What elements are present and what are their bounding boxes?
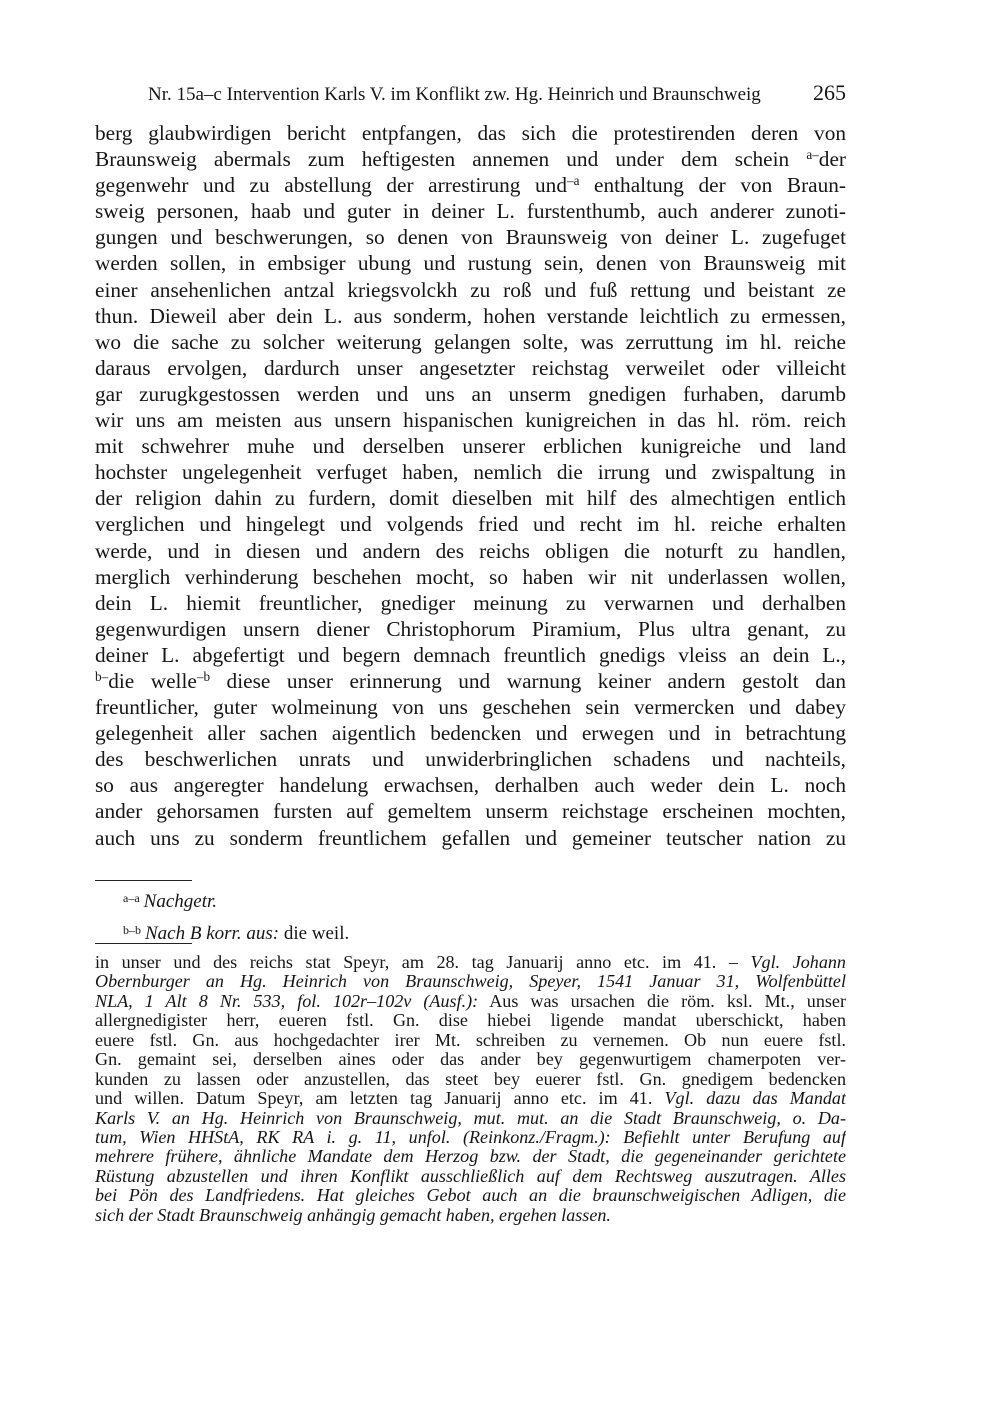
text-segment: in unser und des reichs stat Speyr, am 28. tag Januarij anno etc. im 41. – xyxy=(95,953,751,972)
commentary-line: Gn. gemaint sei, derselben aines oder das ander bey gegenwurtigem chamerpoten ver- xyxy=(95,1050,846,1070)
commentary-line xyxy=(95,1109,846,1128)
text-line: daraus ervolgen, dardurch unser angesetzter reichstag verweilet oder villeicht xyxy=(95,355,846,380)
commentary-line xyxy=(95,1128,846,1147)
text-segment: und willen. Datum Speyr, am letzten tag Januarij anno etc. im 41. xyxy=(95,1089,665,1109)
commentary-line: kunden zu lassen oder anzustellen, das steet bey euerer fstl. Gn. gnedigem bedencken xyxy=(95,1069,846,1089)
footnote-rule xyxy=(95,880,192,881)
text-line: sweig personen, haab und guter in deiner L. furstenthumb, auch anderer zunoti- xyxy=(95,199,846,224)
commentary-line xyxy=(95,1206,846,1225)
critical-apparatus xyxy=(123,884,823,948)
text-segment: Vgl. dazu das Mandat xyxy=(664,1089,846,1109)
text-segment: tum, Wien HHStA, RK RA i. g. 11, unfol. (Reinkonz./Fragm.): Befiehlt unter Berufung auf xyxy=(95,1127,846,1147)
commentary-line xyxy=(95,972,846,991)
commentary-line xyxy=(95,1147,846,1166)
text-segment: bei Pön des Landfriedens. Hat gleiches Gebot auch an die braunschweigischen Adligen, die xyxy=(95,1186,846,1206)
text-line: deiner L. abgefertigt und begern demnach freuntlich gnedigs vleiss an dein L., xyxy=(95,642,846,667)
text-line: merglich verhinderung beschehen mocht, so haben wir nit underlassen wollen, xyxy=(95,564,846,589)
note-siglum: b–b xyxy=(123,923,141,937)
note-siglum: a–a xyxy=(123,891,140,905)
siglum-b-close: –b xyxy=(196,668,211,684)
running-header xyxy=(148,80,846,110)
text-line: des beschwerlichen unrats und unwiderbringlichen schadens und nachteils, xyxy=(95,747,846,772)
text-line: mit schwehrer muhe und derselben unserer erblichen kunigreiche und land xyxy=(95,434,846,459)
text-line: verglichen und hingelegt und volgends fried und recht im hl. reiche erhalten xyxy=(95,512,846,537)
text-line: gegenwurdigen unsern diener Christophorum Piramium, Plus ultra genant, zu xyxy=(95,616,846,641)
text-line: gar zurugkgestossen werden und uns an unserm gnedigen furhaben, darumb xyxy=(95,381,846,406)
critical-note-b xyxy=(123,916,823,948)
page-number: 265 xyxy=(813,80,846,105)
note-label: Nach B korr. aus: xyxy=(145,923,280,944)
commentary-line xyxy=(95,1186,846,1205)
text-segment: Rüstung abzustellen und ihren Konflikt ausschließlich auf dem Rechtsweg auszutragen. Alles xyxy=(95,1166,846,1186)
note-text: Nachgetr. xyxy=(143,891,218,912)
text-line: werde, und in diesen und andern des reichs obligen die noturft zu handlen, xyxy=(95,538,846,563)
text-line: wo die sache zu solcher weiterung gelangen solte, was zerruttung im hl. reiche xyxy=(95,329,846,354)
siglum-a-close: –a xyxy=(566,172,580,188)
text-segment: NLA, 1 Alt 8 Nr. 533, fol. 102r–102v (Ausf.): xyxy=(95,991,479,1011)
text-line: der religion dahin zu furdern, domit dieselben mit hilf des almechtigen entlich xyxy=(95,486,846,511)
commentary-line xyxy=(95,953,846,972)
commentary-line: euere fstl. Gn. aus hochgedachter irer Mt. schreiben zu vernemen. Ob nun euere fstl. xyxy=(95,1030,846,1050)
text-segment: enthaltung der von Braun- xyxy=(579,173,846,198)
text-line: dein L. hiemit freuntlicher, gnediger meinung zu verwarnen und derhalben xyxy=(95,590,846,615)
text-segment: Aus was ursachen die röm. ksl. Mt., unser xyxy=(478,991,846,1011)
commentary-line xyxy=(95,1089,846,1108)
text-segment: der xyxy=(818,147,846,172)
text-segment: sich der Stadt Braunschweig anhängig gemacht haben, ergehen lassen. xyxy=(95,1205,611,1225)
text-line: gelegenheit aller sachen aigentlich bedencken und erwegen und in betrachtung xyxy=(95,721,846,746)
text-line xyxy=(95,668,846,694)
main-text xyxy=(95,120,846,851)
commentary-line xyxy=(95,992,846,1011)
text-segment: die welle xyxy=(108,668,197,693)
text-segment: diese unser erinnerung und warnung keiner andern gestolt dan xyxy=(210,668,846,693)
commentary xyxy=(95,953,846,1225)
text-line: ander gehorsamen fursten auf gemeltem unserm reichstage erscheinen mochten, xyxy=(95,799,846,824)
text-line: freuntlicher, guter wolmeinung von uns geschehen sein vermercken und dabey xyxy=(95,695,846,720)
text-segment: Braunsweig abermals zum heftigesten annemen und under dem schein xyxy=(95,147,807,172)
text-line: wir uns am meisten aus unsern hispanischen kunigreichen in das hl. röm. reich xyxy=(95,408,846,433)
text-line xyxy=(95,172,846,198)
text-line: hochster ungelegenheit verfuget haben, nemlich die irrung und zwispaltung in xyxy=(95,460,846,485)
text-segment: Vgl. Johann xyxy=(750,953,846,972)
siglum-a-open: a– xyxy=(806,146,819,162)
commentary-rule xyxy=(95,943,192,944)
running-title: Nr. 15a–c Intervention Karls V. im Konflikt zw. Hg. Heinrich und Braunschweig xyxy=(148,84,761,105)
text-line: so aus angeregter handelung erwachsen, derhalben auch weder dein L. noch xyxy=(95,773,846,798)
text-line xyxy=(95,146,846,172)
note-text: die weil. xyxy=(279,923,350,944)
critical-note-a xyxy=(123,884,823,916)
text-line: auch uns zu sonderm freuntlichem gefallen und gemeiner teutscher nation zu xyxy=(95,825,846,850)
text-line: thun. Dieweil aber dein L. aus sonderm, hohen verstande leichtlich zu ermessen, xyxy=(95,303,846,328)
text-segment: Karls V. an Hg. Heinrich von Braunschweig, mut. mut. an die Stadt Braunschweig, o. Da- xyxy=(95,1108,846,1128)
text-segment: Obernburger an Hg. Heinrich von Braunschweig, Speyer, 1541 Januar 31, Wolfenbüttel xyxy=(95,972,846,992)
text-segment: mehrere frühere, ähnliche Mandate dem Herzog bzw. der Stadt, die gegeneinander gerichtete xyxy=(95,1147,846,1167)
text-line: einer ansehenlichen antzal kriegsvolckh zu roß und fuß rettung und beistant ze xyxy=(95,277,846,302)
commentary-line: allergnedigister herr, eueren fstl. Gn. dise hiebei ligende mandat uberschickt, haben xyxy=(95,1011,846,1031)
text-line: berg glaubwirdigen bericht entpfangen, das sich die protestirenden deren von xyxy=(95,121,846,145)
commentary-line xyxy=(95,1167,846,1186)
text-line: gungen und beschwerungen, so denen von Braunsweig von deiner L. zugefuget xyxy=(95,225,846,250)
text-segment: gegenwehr und zu abstellung der arrestirung und xyxy=(95,173,567,198)
siglum-b-open: b– xyxy=(95,668,109,684)
text-line: werden sollen, in embsiger ubung und rustung sein, denen von Braunsweig mit xyxy=(95,251,846,276)
